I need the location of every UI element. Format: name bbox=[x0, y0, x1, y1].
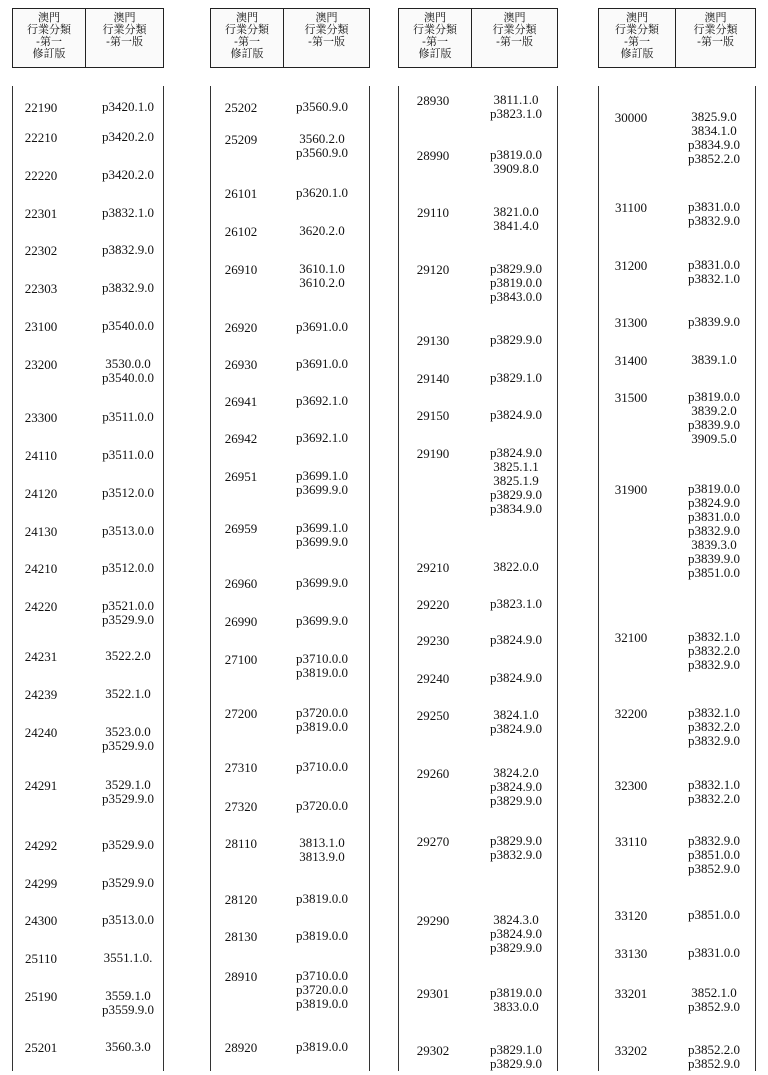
first-edition-code: p3824.9.0 bbox=[490, 779, 542, 794]
industry-code: 32200 bbox=[614, 706, 648, 721]
industry-code: 24291 bbox=[24, 778, 58, 793]
first-edition-code: p3420.1.0 bbox=[102, 99, 154, 114]
first-edition-code: p3832.9.0 bbox=[688, 833, 740, 848]
industry-code: 28930 bbox=[416, 93, 450, 108]
first-edition-code: 3824.1.0 bbox=[493, 707, 539, 722]
first-edition-code: p3540.0.0 bbox=[102, 370, 154, 385]
header-first-edition-label: 澳門 行業分類 -第一版 bbox=[102, 11, 147, 48]
industry-code: 26920 bbox=[224, 320, 258, 335]
first-edition-code: p3710.0.0 bbox=[296, 651, 348, 666]
industry-code: 29301 bbox=[416, 986, 450, 1001]
industry-code: 24300 bbox=[24, 913, 58, 928]
first-edition-code: 3523.0.0 bbox=[105, 724, 151, 739]
industry-code: 23100 bbox=[24, 319, 58, 334]
first-edition-code: 3610.2.0 bbox=[299, 275, 345, 290]
first-edition-code: p3832.1.0 bbox=[102, 205, 154, 220]
first-edition-code: 3551.1.0. bbox=[103, 950, 153, 965]
industry-code: 32300 bbox=[614, 778, 648, 793]
first-edition-code: 3821.0.0 bbox=[493, 204, 539, 219]
industry-code: 24231 bbox=[24, 649, 58, 664]
industry-code: 26930 bbox=[224, 357, 258, 372]
first-edition-code: p3832.9.0 bbox=[490, 847, 542, 862]
first-edition-code: p3851.0.0 bbox=[688, 907, 740, 922]
first-edition-code: p3832.1.0 bbox=[688, 705, 740, 720]
industry-code: 29250 bbox=[416, 708, 450, 723]
first-edition-code: p3513.0.0 bbox=[102, 912, 154, 927]
industry-code: 31300 bbox=[614, 315, 648, 330]
column-header bbox=[12, 8, 164, 68]
header-revised-label: 澳門 行業分類 -第一 修訂版 bbox=[599, 9, 676, 67]
industry-code: 33110 bbox=[614, 834, 648, 849]
industry-code: 29220 bbox=[416, 597, 450, 612]
industry-code: 28910 bbox=[224, 969, 258, 984]
industry-code: 29130 bbox=[416, 333, 450, 348]
header-revised-label: 澳門 行業分類 -第一 修訂版 bbox=[399, 9, 472, 67]
industry-code: 27320 bbox=[224, 799, 258, 814]
first-edition-code: p3720.0.0 bbox=[296, 982, 348, 997]
industry-code: 31400 bbox=[614, 353, 648, 368]
industry-code: 22301 bbox=[24, 206, 58, 221]
industry-code: 24210 bbox=[24, 561, 58, 576]
first-edition-code: 3530.0.0 bbox=[105, 356, 151, 371]
first-edition-code: p3699.9.0 bbox=[296, 613, 348, 628]
first-edition-code: p3832.1.0 bbox=[688, 271, 740, 286]
first-edition-code: p3692.1.0 bbox=[296, 393, 348, 408]
industry-code: 26102 bbox=[224, 224, 258, 239]
first-edition-code: p3824.9.0 bbox=[490, 632, 542, 647]
industry-code: 22302 bbox=[24, 243, 58, 258]
column-header bbox=[210, 8, 370, 68]
industry-code: 28920 bbox=[224, 1040, 258, 1055]
first-edition-code: p3832.9.0 bbox=[102, 280, 154, 295]
industry-code: 29270 bbox=[416, 834, 450, 849]
first-edition-code: 3822.0.0 bbox=[493, 559, 539, 574]
first-edition-code: p3710.0.0 bbox=[296, 759, 348, 774]
header-revised-label: 澳門 行業分類 -第一 修訂版 bbox=[211, 9, 284, 67]
first-edition-code: p3819.0.0 bbox=[296, 996, 348, 1011]
industry-code: 29120 bbox=[416, 262, 450, 277]
first-edition-code: p3824.9.0 bbox=[490, 445, 542, 460]
first-edition-code: p3829.9.0 bbox=[490, 793, 542, 808]
industry-code: 31200 bbox=[614, 258, 648, 273]
first-edition-code: p3720.0.0 bbox=[296, 798, 348, 813]
industry-code: 29302 bbox=[416, 1043, 450, 1058]
industry-code: 30000 bbox=[614, 110, 648, 125]
first-edition-code: p3819.0.0 bbox=[490, 985, 542, 1000]
industry-code: 26959 bbox=[224, 521, 258, 536]
first-edition-code: p3819.0.0 bbox=[490, 275, 542, 290]
header-first-edition-label: 澳門 行業分類 -第一版 bbox=[304, 11, 349, 48]
first-edition-code: p3843.0.0 bbox=[490, 289, 542, 304]
first-edition-code: p3852.9.0 bbox=[688, 861, 740, 876]
first-edition-code: p3824.9.0 bbox=[490, 670, 542, 685]
industry-code: 26951 bbox=[224, 469, 258, 484]
industry-code: 29190 bbox=[416, 446, 450, 461]
first-edition-code: p3559.9.0 bbox=[102, 1002, 154, 1017]
first-edition-code: p3829.9.0 bbox=[490, 940, 542, 955]
industry-code: 25209 bbox=[224, 132, 258, 147]
first-edition-code: p3829.9.0 bbox=[490, 487, 542, 502]
column-header bbox=[398, 8, 558, 68]
first-edition-code: p3620.1.0 bbox=[296, 185, 348, 200]
industry-code: 24130 bbox=[24, 524, 58, 539]
first-edition-code: p3834.9.0 bbox=[490, 501, 542, 516]
industry-code: 27310 bbox=[224, 760, 258, 775]
first-edition-code: p3831.0.0 bbox=[688, 257, 740, 272]
first-edition-code: 3834.1.0 bbox=[691, 123, 737, 138]
first-edition-code: p3819.0.0 bbox=[296, 1039, 348, 1054]
header-first-edition-label: 澳門 行業分類 -第一版 bbox=[693, 11, 738, 48]
industry-code: 27100 bbox=[224, 652, 258, 667]
first-edition-code: 3852.1.0 bbox=[691, 985, 737, 1000]
first-edition-code: 3529.1.0 bbox=[105, 777, 151, 792]
first-edition-code: 3839.2.0 bbox=[691, 403, 737, 418]
first-edition-code: p3852.2.0 bbox=[688, 1042, 740, 1057]
industry-code: 29260 bbox=[416, 766, 450, 781]
first-edition-code: 3825.9.0 bbox=[691, 109, 737, 124]
first-edition-code: p3824.9.0 bbox=[490, 926, 542, 941]
first-edition-code: p3829.9.0 bbox=[490, 1056, 542, 1071]
first-edition-code: p3829.9.0 bbox=[490, 332, 542, 347]
first-edition-code: p3829.9.0 bbox=[490, 833, 542, 848]
industry-code: 23200 bbox=[24, 357, 58, 372]
first-edition-code: p3834.9.0 bbox=[688, 137, 740, 152]
industry-code: 24299 bbox=[24, 876, 58, 891]
first-edition-code: p3540.0.0 bbox=[102, 318, 154, 333]
industry-code: 24292 bbox=[24, 838, 58, 853]
industry-code: 28120 bbox=[224, 892, 258, 907]
first-edition-code: p3819.0.0 bbox=[296, 665, 348, 680]
first-edition-code: p3832.2.0 bbox=[688, 643, 740, 658]
first-edition-code: p3819.0.0 bbox=[296, 891, 348, 906]
industry-code: 31500 bbox=[614, 390, 648, 405]
industry-code: 26942 bbox=[224, 431, 258, 446]
first-edition-code: 3825.1.9 bbox=[493, 473, 539, 488]
first-edition-code: p3699.9.0 bbox=[296, 534, 348, 549]
first-edition-code: 3824.2.0 bbox=[493, 765, 539, 780]
industry-code: 24220 bbox=[24, 599, 58, 614]
first-edition-code: p3852.2.0 bbox=[688, 151, 740, 166]
industry-code: 31900 bbox=[614, 482, 648, 497]
first-edition-code: p3819.0.0 bbox=[688, 481, 740, 496]
first-edition-code: p3832.2.0 bbox=[688, 719, 740, 734]
industry-code: 24239 bbox=[24, 687, 58, 702]
first-edition-code: p3513.0.0 bbox=[102, 523, 154, 538]
first-edition-code: p3420.2.0 bbox=[102, 129, 154, 144]
first-edition-code: 3909.8.0 bbox=[493, 161, 539, 176]
industry-code: 25110 bbox=[24, 951, 58, 966]
first-edition-code: p3831.0.0 bbox=[688, 945, 740, 960]
industry-code: 26101 bbox=[224, 186, 258, 201]
first-edition-code: p3852.9.0 bbox=[688, 1056, 740, 1071]
first-edition-code: p3852.9.0 bbox=[688, 999, 740, 1014]
first-edition-code: p3832.9.0 bbox=[688, 213, 740, 228]
industry-code: 29240 bbox=[416, 671, 450, 686]
first-edition-code: p3720.0.0 bbox=[296, 705, 348, 720]
industry-code: 33130 bbox=[614, 946, 648, 961]
first-edition-code: 3560.2.0 bbox=[299, 131, 345, 146]
first-edition-code: p3529.9.0 bbox=[102, 837, 154, 852]
first-edition-code: p3699.9.0 bbox=[296, 575, 348, 590]
first-edition-code: 3839.1.0 bbox=[691, 352, 737, 367]
first-edition-code: p3511.0.0 bbox=[102, 447, 154, 462]
first-edition-code: p3832.9.0 bbox=[688, 657, 740, 672]
first-edition-code: p3699.9.0 bbox=[296, 482, 348, 497]
first-edition-code: p3710.0.0 bbox=[296, 968, 348, 983]
first-edition-code: 3813.9.0 bbox=[299, 849, 345, 864]
first-edition-code: p3691.0.0 bbox=[296, 356, 348, 371]
industry-code: 22210 bbox=[24, 130, 58, 145]
industry-code: 25201 bbox=[24, 1040, 58, 1055]
industry-code: 25202 bbox=[224, 100, 258, 115]
first-edition-code: p3819.0.0 bbox=[490, 147, 542, 162]
first-edition-code: p3560.9.0 bbox=[296, 99, 348, 114]
first-edition-code: 3813.1.0 bbox=[299, 835, 345, 850]
first-edition-code: p3819.0.0 bbox=[688, 389, 740, 404]
industry-code: 29150 bbox=[416, 408, 450, 423]
first-edition-code: p3699.1.0 bbox=[296, 468, 348, 483]
first-edition-code: p3512.0.0 bbox=[102, 560, 154, 575]
first-edition-code: p3851.0.0 bbox=[688, 565, 740, 580]
first-edition-code: p3824.9.0 bbox=[490, 407, 542, 422]
first-edition-code: 3620.2.0 bbox=[299, 223, 345, 238]
industry-code: 22220 bbox=[24, 168, 58, 183]
first-edition-code: 3610.1.0 bbox=[299, 261, 345, 276]
industry-code: 27200 bbox=[224, 706, 258, 721]
first-edition-code: p3819.0.0 bbox=[296, 928, 348, 943]
industry-code: 31100 bbox=[614, 200, 648, 215]
first-edition-code: p3832.1.0 bbox=[688, 629, 740, 644]
header-revised-label: 澳門 行業分類 -第一 修訂版 bbox=[13, 9, 86, 67]
industry-code: 28130 bbox=[224, 929, 258, 944]
industry-code: 29140 bbox=[416, 371, 450, 386]
first-edition-code: 3839.3.0 bbox=[691, 537, 737, 552]
first-edition-code: 3811.1.0 bbox=[493, 92, 539, 107]
first-edition-code: 3833.0.0 bbox=[493, 999, 539, 1014]
first-edition-code: p3832.1.0 bbox=[688, 777, 740, 792]
first-edition-code: p3512.0.0 bbox=[102, 485, 154, 500]
industry-code: 24110 bbox=[24, 448, 58, 463]
first-edition-code: p3823.1.0 bbox=[490, 596, 542, 611]
first-edition-code: p3829.1.0 bbox=[490, 370, 542, 385]
first-edition-code: p3832.9.0 bbox=[102, 242, 154, 257]
first-edition-code: p3832.9.0 bbox=[688, 523, 740, 538]
industry-code: 29210 bbox=[416, 560, 450, 575]
first-edition-code: p3832.2.0 bbox=[688, 791, 740, 806]
first-edition-code: p3829.1.0 bbox=[490, 1042, 542, 1057]
industry-code: 26990 bbox=[224, 614, 258, 629]
industry-code: 24120 bbox=[24, 486, 58, 501]
first-edition-code: p3560.9.0 bbox=[296, 145, 348, 160]
industry-code: 26910 bbox=[224, 262, 258, 277]
first-edition-code: p3839.9.0 bbox=[688, 417, 740, 432]
industry-code: 23300 bbox=[24, 410, 58, 425]
industry-code: 33202 bbox=[614, 1043, 648, 1058]
industry-code: 25190 bbox=[24, 989, 58, 1004]
first-edition-code: p3420.2.0 bbox=[102, 167, 154, 182]
industry-code: 33120 bbox=[614, 908, 648, 923]
first-edition-code: 3909.5.0 bbox=[691, 431, 737, 446]
first-edition-code: p3529.9.0 bbox=[102, 612, 154, 627]
first-edition-code: p3851.0.0 bbox=[688, 847, 740, 862]
first-edition-code: p3529.9.0 bbox=[102, 738, 154, 753]
industry-code: 33201 bbox=[614, 986, 648, 1001]
industry-code: 29230 bbox=[416, 633, 450, 648]
first-edition-code: p3511.0.0 bbox=[102, 409, 154, 424]
column-header bbox=[598, 8, 756, 68]
first-edition-code: 3560.3.0 bbox=[105, 1039, 151, 1054]
first-edition-code: 3825.1.1 bbox=[493, 459, 539, 474]
header-first-edition-label: 澳門 行業分類 -第一版 bbox=[492, 11, 537, 48]
industry-code: 29110 bbox=[416, 205, 450, 220]
first-edition-code: 3559.1.0 bbox=[105, 988, 151, 1003]
first-edition-code: p3824.9.0 bbox=[490, 721, 542, 736]
first-edition-code: 3841.4.0 bbox=[493, 218, 539, 233]
industry-code: 24240 bbox=[24, 725, 58, 740]
industry-code: 32100 bbox=[614, 630, 648, 645]
first-edition-code: p3829.9.0 bbox=[490, 261, 542, 276]
industry-code: 29290 bbox=[416, 913, 450, 928]
first-edition-code: p3529.9.0 bbox=[102, 791, 154, 806]
first-edition-code: p3831.0.0 bbox=[688, 199, 740, 214]
first-edition-code: p3832.9.0 bbox=[688, 733, 740, 748]
first-edition-code: p3831.0.0 bbox=[688, 509, 740, 524]
first-edition-code: p3823.1.0 bbox=[490, 106, 542, 121]
first-edition-code: p3529.9.0 bbox=[102, 875, 154, 890]
first-edition-code: p3521.0.0 bbox=[102, 598, 154, 613]
first-edition-code: p3824.9.0 bbox=[688, 495, 740, 510]
first-edition-code: p3819.0.0 bbox=[296, 719, 348, 734]
first-edition-code: p3691.0.0 bbox=[296, 319, 348, 334]
first-edition-code: p3839.9.0 bbox=[688, 551, 740, 566]
first-edition-code: 3522.2.0 bbox=[105, 648, 151, 663]
first-edition-code: 3824.3.0 bbox=[493, 912, 539, 927]
first-edition-code: p3692.1.0 bbox=[296, 430, 348, 445]
industry-code: 26960 bbox=[224, 576, 258, 591]
industry-code: 28110 bbox=[224, 836, 258, 851]
industry-code: 22303 bbox=[24, 281, 58, 296]
first-edition-code: 3522.1.0 bbox=[105, 686, 151, 701]
industry-code: 26941 bbox=[224, 394, 258, 409]
first-edition-code: p3839.9.0 bbox=[688, 314, 740, 329]
industry-code: 22190 bbox=[24, 100, 58, 115]
industry-code: 28990 bbox=[416, 148, 450, 163]
first-edition-code: p3699.1.0 bbox=[296, 520, 348, 535]
